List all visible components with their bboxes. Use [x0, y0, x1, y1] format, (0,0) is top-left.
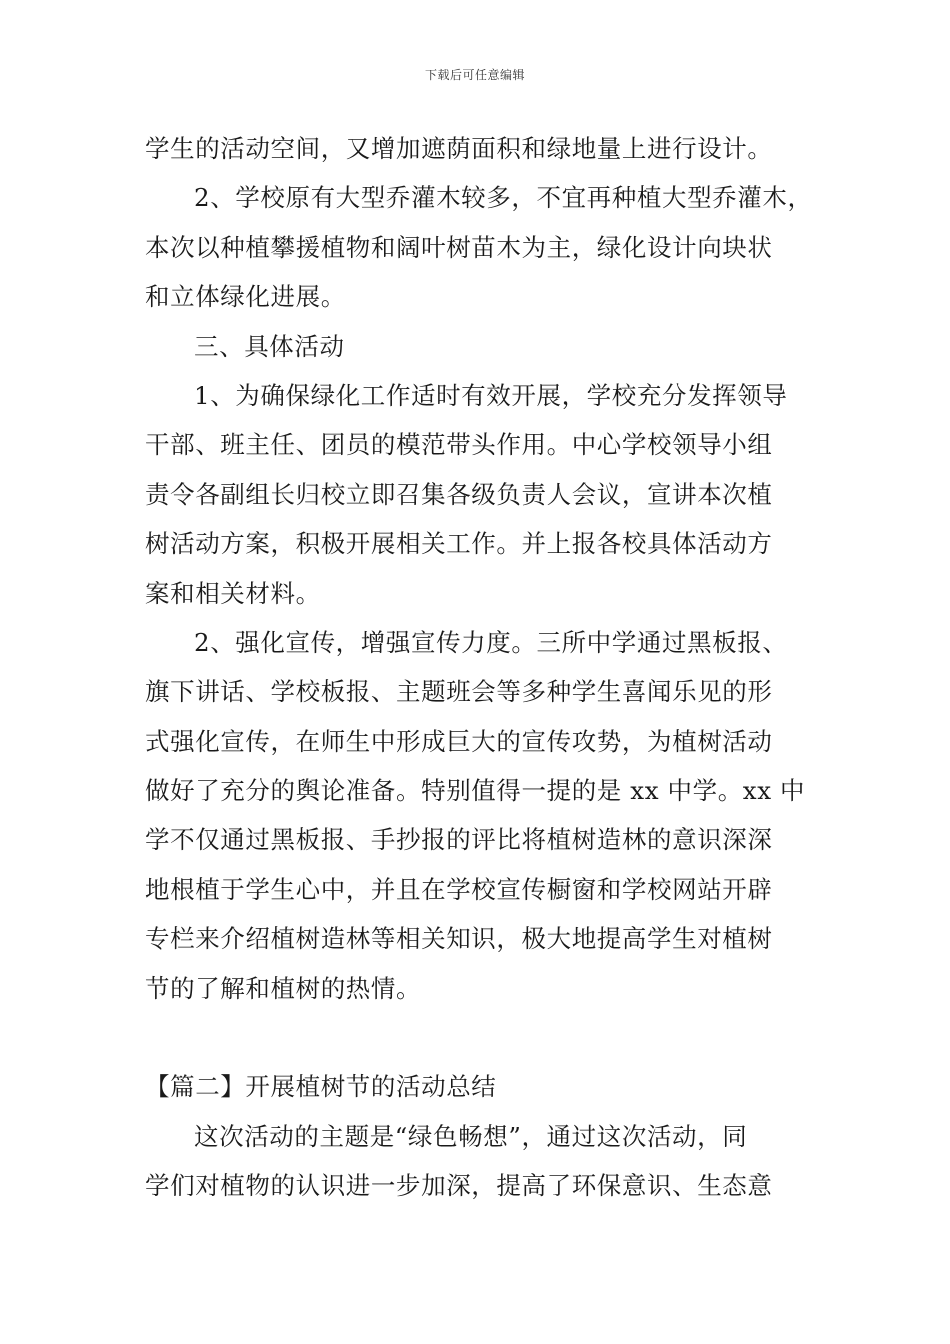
document-body [145, 124, 813, 1211]
paragraph-line: 节的了解和植树的热情。 [145, 973, 422, 1003]
paragraph-line: 这次活动的主题是“绿色畅想”，通过这次活动，同 [194, 1121, 748, 1151]
paragraph-line: 案和相关材料。 [145, 578, 321, 608]
paragraph-line: 树活动方案，积极开展相关工作。并上报各校具体活动方 [145, 529, 773, 559]
paragraph-line: 旗下讲话、学校板报、主题班会等多种学生喜闻乐见的形 [145, 677, 773, 707]
paragraph-line: 本次以种植攀援植物和阔叶树苗木为主，绿化设计向块状 [145, 232, 773, 262]
paragraph-line: 做好了充分的舆论准备。特别值得一提的是 xx 中学。xx 中 [145, 776, 806, 806]
paragraph-line: 式强化宣传，在师生中形成巨大的宣传攻势，为植树活动 [145, 726, 773, 756]
paragraph-line: 地根植于学生心中，并且在学校宣传橱窗和学校网站开辟 [145, 874, 773, 904]
section-title: 【篇二】开展植树节的活动总结 [145, 1072, 497, 1102]
page-header-note: 下载后可任意编辑 [424, 68, 525, 82]
paragraph-line: 学不仅通过黑板报、手抄报的评比将植树造林的意识深深 [145, 825, 773, 855]
section-heading: 三、具体活动 [194, 331, 345, 361]
paragraph-line: 和立体绿化进展。 [145, 282, 346, 312]
paragraph-line: 专栏来介绍植树造林等相关知识，极大地提高学生对植树 [145, 924, 773, 954]
section-spacer [145, 1013, 809, 1062]
paragraph-line: 1、为确保绿化工作适时有效开展，学校充分发挥领导 [194, 380, 788, 410]
paragraph-line: 2、强化宣传，增强宣传力度。三所中学通过黑板报、 [194, 627, 788, 657]
paragraph-line: 学生的活动空间，又增加遮荫面积和绿地量上进行设计。 [145, 134, 773, 163]
paragraph-line: 干部、班主任、团员的模范带头作用。中心学校领导小组 [145, 430, 773, 460]
paragraph-line: 学们对植物的认识进一步加深，提高了环保意识、生态意 [145, 1171, 773, 1201]
paragraph-line: 2、学校原有大型乔灌木较多，不宜再种植大型乔灌木， [194, 183, 813, 213]
paragraph-line: 责令各副组长归校立即召集各级负责人会议，宣讲本次植 [145, 479, 773, 509]
